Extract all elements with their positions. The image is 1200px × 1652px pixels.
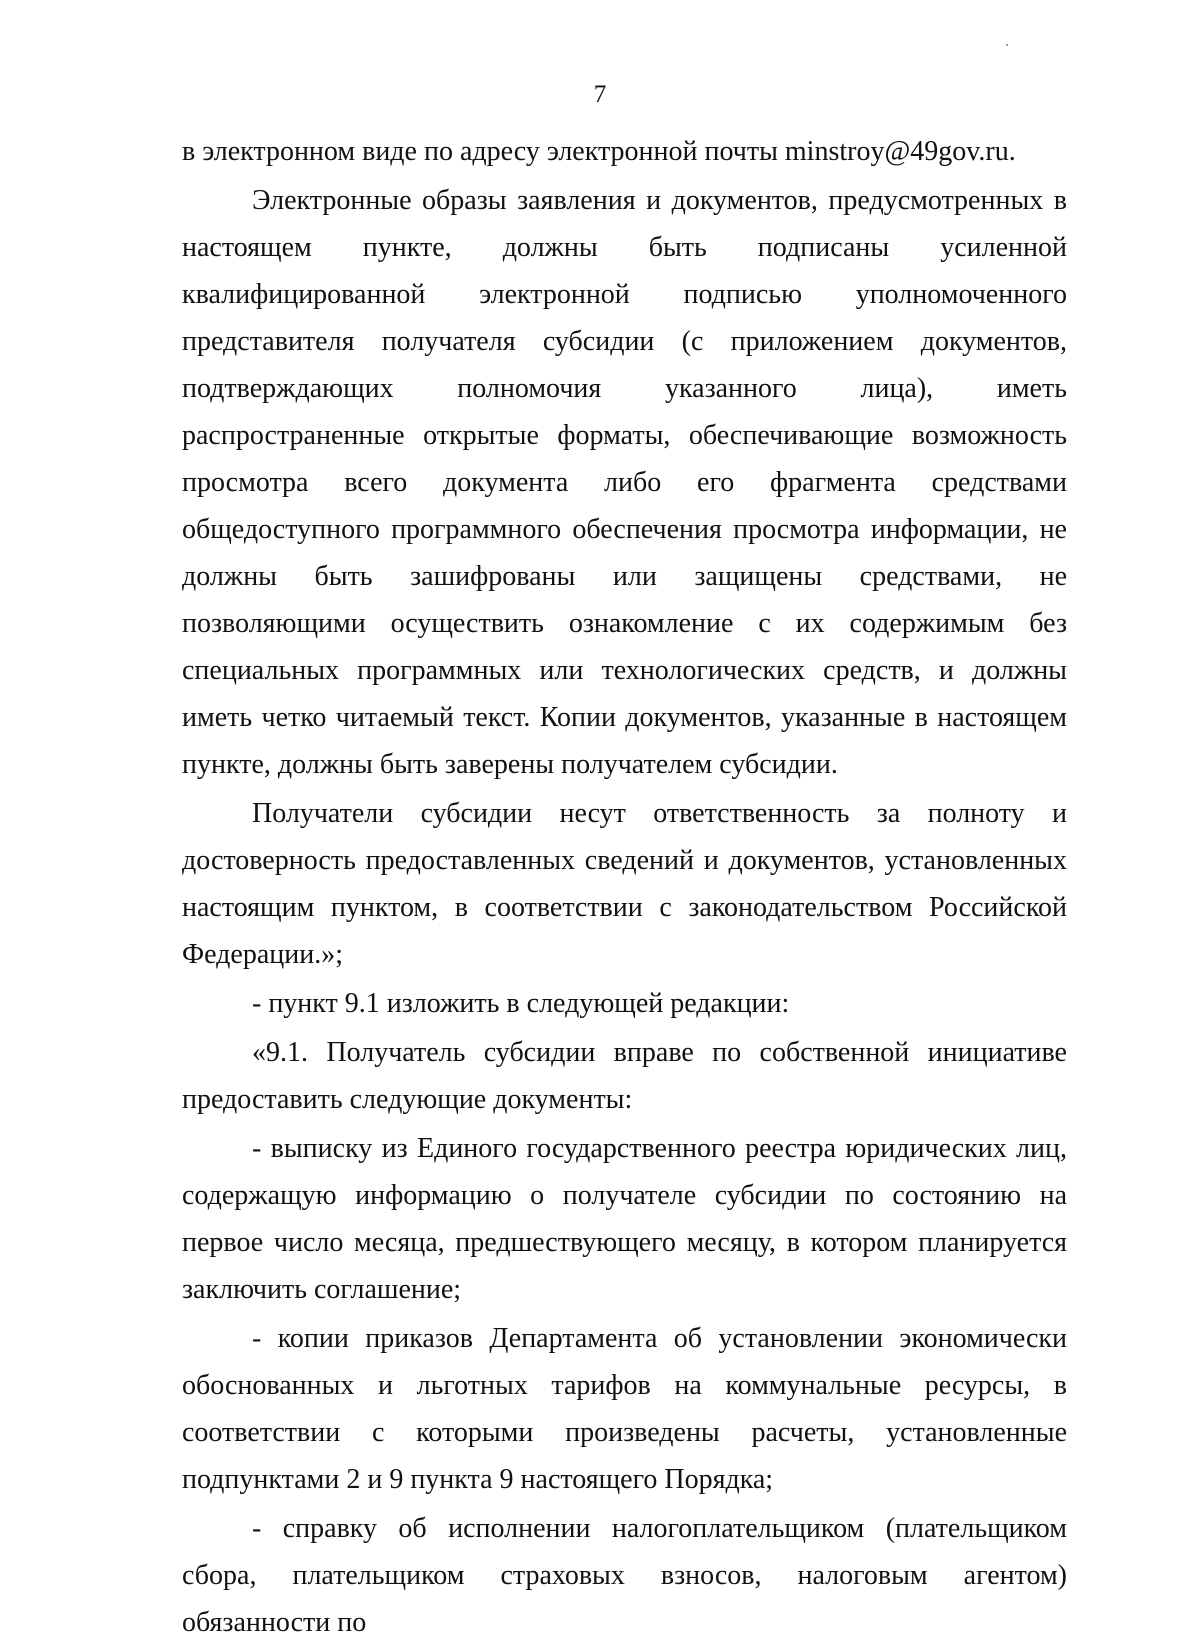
document-body: [182, 128, 1067, 1648]
page-number: 7: [593, 81, 607, 108]
scan-speck: [1006, 44, 1008, 46]
list-item-egrul-extract: - выписку из Единого государственного реестра юридических лиц, содержащую информацию о получателе субсидии по состоянию на первое число месяца, предшествующего месяцу, в котором планируется заключить соглашение;: [182, 1133, 1067, 1305]
list-item-tariff-orders: - копии приказов Департамента об установлении экономически обоснованных и льготных тарифов на коммунальные ресурсы, в соответствии с которыми произведены расчеты, установленные подпунктами 2 и 9 пункта 9 настоящего Порядка;: [182, 1323, 1067, 1495]
paragraph-point-9-1-text: «9.1. Получатель субсидии вправе по собственной инициативе предоставить следующие документы:: [182, 1037, 1067, 1115]
paragraph-point-9-1-amendment: - пункт 9.1 изложить в следующей редакции:: [252, 988, 790, 1019]
paragraph-electronic-images: Электронные образы заявления и документов, предусмотренных в настоящем пункте, должны быть подписаны усиленной квалифицированной электронной подписью уполномоченного представителя получателя субсидии (с приложением документов, подтверждающих полномочия указанного лица), иметь распространенные открытые форматы, обеспечивающие возможность просмотра всего документа либо его фрагмента средствами общедоступного программного обеспечения просмотра информации, не должны быть зашифрованы или защищены средствами, не позволяющими осуществить ознакомление с их содержимым без специальных программных или технологических средств, и должны иметь четко читаемый текст. Копии документов, указанные в настоящем пункте, должны быть заверены получателем субсидии.: [182, 185, 1067, 780]
paragraph-email-address: в электронном виде по адресу электронной почты minstroy@49gov.ru.: [182, 136, 1016, 167]
list-item-tax-certificate: - справку об исполнении налогоплательщиком (плательщиком сбора, плательщиком страховых взносов, налоговым агентом) обязанности по: [182, 1513, 1067, 1638]
paragraph-recipients-responsibility: Получатели субсидии несут ответственность за полноту и достоверность предоставленных сведений и документов, установленных настоящим пунктом, в соответствии с законодательством Российской Федерации.»;: [182, 798, 1067, 970]
